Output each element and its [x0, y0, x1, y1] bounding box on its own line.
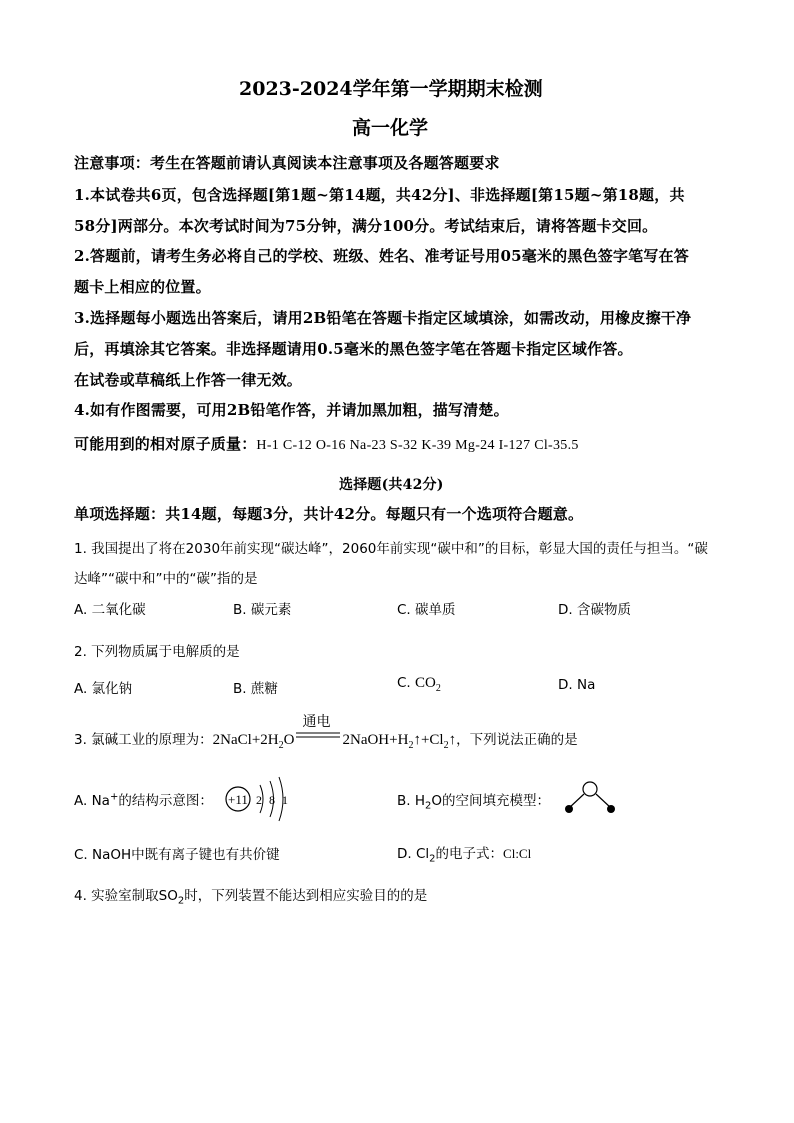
nucleus-charge: +11: [228, 792, 248, 807]
section-title: 选择题(共42分): [339, 477, 444, 493]
notice-line-4: 题卡上相应的位置。: [74, 278, 211, 296]
atomic-masses-label: 可能用到的相对原子质量：: [74, 435, 257, 453]
q3-option-d: D. $Cl_2$的电子式：Cl:Cl: [397, 846, 532, 865]
q2-option-c-formula: $CO_2$: [415, 675, 441, 694]
water-space-filling-model: [562, 780, 618, 816]
q1-option-c: C. 碳单质: [397, 602, 456, 618]
atomic-masses: [74, 433, 579, 454]
q2-stem: 2. 下列物质属于电解质的是: [74, 644, 240, 660]
q3-suffix: ，下列说法正确的是: [456, 732, 578, 748]
oxygen-atom: [583, 782, 597, 796]
notice-line-7: 在试卷或草稿纸上作答一律无效。: [74, 371, 303, 389]
q3-equation-products: $2NaOH+H_2↑+Cl_2↑$: [342, 732, 457, 751]
notice-line-1: 1.本试卷共6页，包含选择题[第1题~第14题，共42分]、非选择题[第15题~第18题，共: [74, 186, 685, 204]
section-instruction: 单项选择题：共14题，每题3分，共计42分。每题只有一个选项符合题意。: [74, 505, 584, 523]
q2-option-b: B. 蔗糖: [233, 681, 278, 697]
q1-option-b: B. 碳元素: [233, 602, 292, 618]
q1-stem-line-1: 1. 我国提出了将在2030年前实现“碳达峰”，2060年前实现“碳中和”的目标，彰显大国的责任与担当。“碳: [74, 541, 708, 557]
hydrogen-atom-left: [565, 805, 573, 813]
exam-title: 2023-2024学年第一学期期末检测: [239, 78, 543, 100]
q3-reaction-arrow: [296, 714, 340, 744]
notice-line-3: 2.答题前，请考生务必将自己的学校、班级、姓名、准考证号用05毫米的黑色签字笔写在答: [74, 247, 689, 265]
q3-option-a: [74, 789, 213, 809]
hydrogen-atom-right: [607, 805, 615, 813]
q3-option-b: B. $H_2O$的空间填充模型：: [397, 793, 551, 812]
q3-prefix: 3. 氯碱工业的原理为：: [74, 732, 213, 748]
notice-heading: 注意事项：考生在答题前请认真阅读本注意事项及各题答题要求: [74, 154, 500, 172]
q4-stem: 4. 实验室制取$SO_2$时，下列装置不能达到相应实验目的的是: [74, 888, 428, 907]
double-line-arrow-icon: [296, 731, 340, 741]
notice-line-2: 58分]两部分。本次考试时间为75分钟，满分100分。考试结束后，请将答题卡交回。: [74, 217, 658, 235]
q1-option-a: A. 二氧化碳: [74, 602, 146, 618]
q1-option-d: D. 含碳物质: [558, 602, 631, 618]
notice-line-6: 后，再填涂其它答案。非选择题请用0.5毫米的黑色签字笔在答题卡指定区域作答。: [74, 340, 633, 358]
electron-shells: 2 8 1: [256, 793, 290, 807]
q2-option-c: [397, 675, 441, 694]
q3-condition: 通电: [302, 714, 331, 730]
notice-line-8: 4.如有作图需要，可用2B铅笔作答，并请加黑加粗，描写清楚。: [74, 401, 509, 419]
q3-option-a-label: A. Na+的结构示意图：: [74, 791, 213, 809]
atomic-masses-values: H-1 C-12 O-16 Na-23 S-32 K-39 Mg-24 I-127 Cl-35.5: [256, 438, 579, 453]
q2-option-d: D. Na: [558, 677, 596, 693]
q2-option-a: A. 氯化钠: [74, 681, 133, 697]
q3-stem: [74, 714, 578, 751]
q2-option-c-label: C.: [397, 675, 411, 691]
q3-equation-reactants: $2NaCl+2H_2O$: [212, 732, 295, 751]
notice-line-5: 3.选择题每小题选出答案后，请用2B铅笔在答题卡指定区域填涂，如需改动，用橡皮擦干净: [74, 309, 692, 327]
chlorine-electron-formula: Cl:Cl: [503, 846, 532, 861]
sodium-ion-structure-diagram: [224, 775, 304, 825]
subject-title: 高一化学: [352, 117, 429, 139]
q3-option-c: C. NaOH中既有离子键也有共价键: [74, 847, 280, 863]
q1-stem-line-2: 达峰”“碳中和”中的“碳”指的是: [74, 571, 258, 587]
